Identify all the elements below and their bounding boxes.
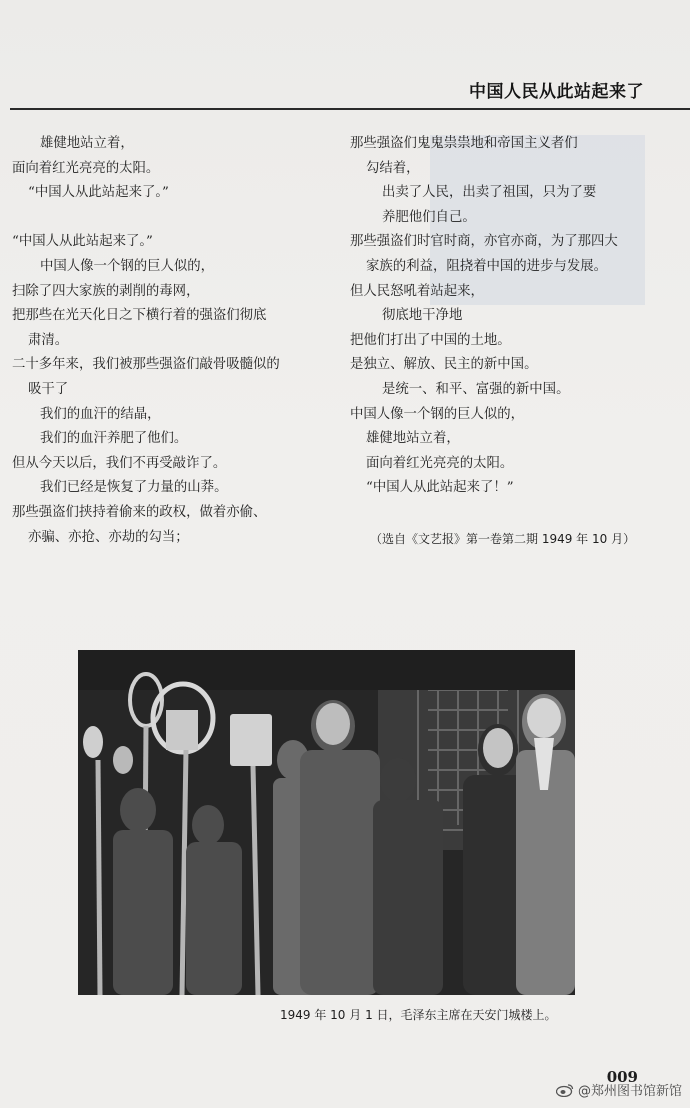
poem-line: 雄健地站立着， xyxy=(366,431,460,447)
poem-line: 雄健地站立着， xyxy=(40,136,134,151)
poem-line: 家族的利益，阻挠着中国的进步与发展。 xyxy=(366,258,608,274)
poem-line: 中国人像一个钢的巨人似的， xyxy=(40,258,215,274)
poem-line: 扫除了四大家族的剥削的毒网， xyxy=(12,283,200,299)
photo-caption: 1949 年 10 月 1 日，毛泽东主席在天安门城楼上。 xyxy=(280,1008,557,1022)
poem-line: 但从今天以后，我们不再受敲诈了。 xyxy=(12,455,227,471)
historical-photo xyxy=(78,650,575,995)
poem-line: 那些强盗们鬼鬼祟祟地和帝国主义者们 xyxy=(350,136,578,151)
poem-line: 二十多年来，我们被那些强盗们敲骨吸髓似的 xyxy=(12,357,280,373)
poem-line: 中国人像一个钢的巨人似的， xyxy=(350,406,525,422)
running-header-title: 中国人民从此站起来了 xyxy=(469,82,644,102)
poem-line: 出卖了人民，出卖了祖国，只为了要 xyxy=(382,185,597,201)
poem-line: 养肥他们自己。 xyxy=(382,209,476,225)
poem-line: 我们的血汗养肥了他们。 xyxy=(40,431,188,447)
poem-line: 那些强盗们挟持着偷来的政权，做着亦偷、 xyxy=(12,504,267,520)
poem-line: 是统一、和平、富强的新中国。 xyxy=(382,381,570,397)
stanza-gap xyxy=(12,206,342,231)
poem-column-right xyxy=(350,132,650,501)
weibo-watermark xyxy=(556,1080,682,1099)
poem-line: “中国人从此站起来了！” xyxy=(366,480,514,496)
poem-line: 面向着红光亮亮的太阳。 xyxy=(366,455,514,471)
poem-line: 但人民怒吼着站起来， xyxy=(350,283,484,299)
poem-line: “中国人从此站起来了。” xyxy=(28,185,169,201)
weibo-icon xyxy=(556,1083,574,1097)
poem-line: 面向着红光亮亮的太阳。 xyxy=(12,160,160,176)
poem-line: 亦骗、亦抢、亦劫的勾当； xyxy=(28,529,189,545)
header-rule xyxy=(10,108,690,110)
poem-line: 把那些在光天化日之下横行着的强盗们彻底 xyxy=(12,308,267,324)
poem-line: 把他们打出了中国的土地。 xyxy=(350,332,511,348)
poem-line: 那些强盗们时官时商，亦官亦商，为了那四大 xyxy=(350,234,618,250)
watermark-text: @郑州图书馆新馆 xyxy=(577,1084,682,1099)
poem-column-left xyxy=(12,132,342,550)
page-number: 009 xyxy=(606,1068,638,1086)
tiananmen-photo-illustration xyxy=(78,650,575,995)
poem-line: 勾结着， xyxy=(366,160,420,176)
poem-line: “中国人从此站起来了。” xyxy=(12,234,153,250)
poem-line: 吸干了 xyxy=(28,381,69,397)
poem-line: 肃清。 xyxy=(28,332,69,348)
poem-line: 彻底地干净地 xyxy=(382,308,463,324)
poem-line: 我们的血汗的结晶， xyxy=(40,406,161,422)
source-citation: （选自《文艺报》第一卷第二期 1949 年 10 月） xyxy=(370,532,636,546)
poem-line: 我们已经是恢复了力量的山莽。 xyxy=(40,480,228,496)
poem-line: 是独立、解放、民主的新中国。 xyxy=(350,357,538,373)
